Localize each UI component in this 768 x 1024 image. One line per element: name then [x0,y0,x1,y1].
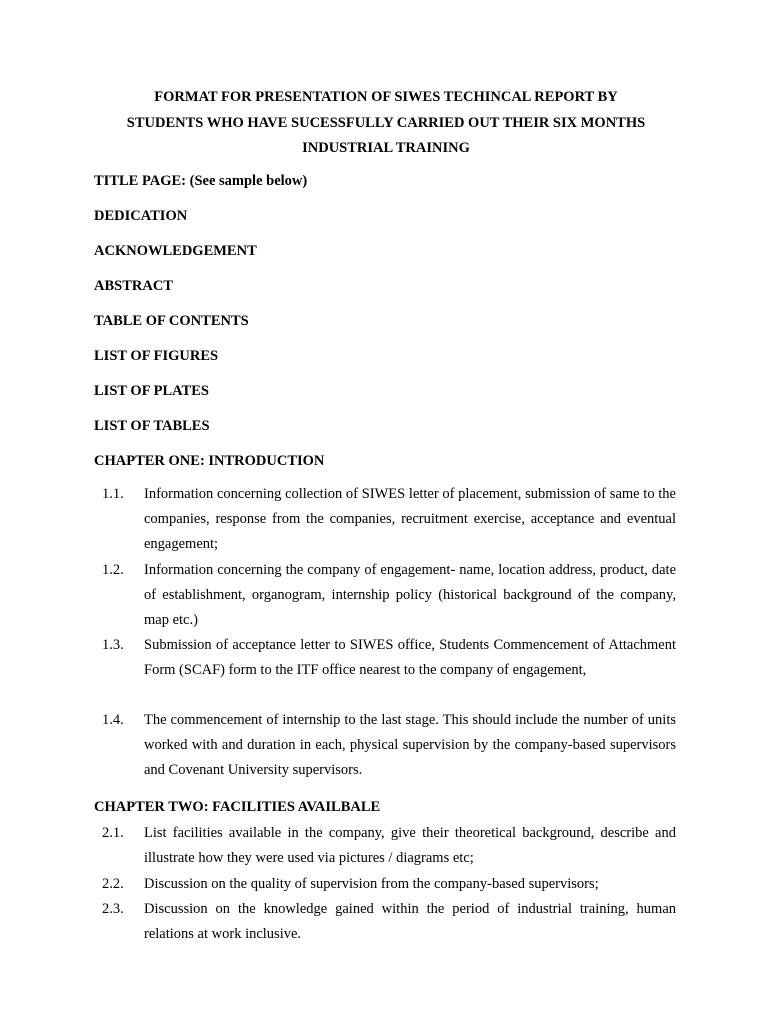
heading-table-of-contents: TABLE OF CONTENTS [94,313,249,329]
list-item [102,897,676,947]
list-item [102,482,676,558]
item-text: The commencement of internship to the last stage. This should include the number of units worked with and duration in each, physical supervision by the company-based supervisors and Covenant University supervisors. [144,712,676,779]
heading-dedication: DEDICATION [94,208,188,224]
heading-list-of-figures: LIST OF FIGURES [94,348,219,364]
heading-chapter-one: CHAPTER ONE: INTRODUCTION [94,453,325,469]
item-text: Information concerning collection of SIWES letter of placement, submission of same to the companies, response from the companies, recruitment exercise, acceptance and eventual engagement; [144,486,676,553]
heading-list-of-tables: LIST OF TABLES [94,418,210,434]
item-number: 2.2. [102,876,124,892]
item-text: Information concerning the company of engagement- name, location address, product, date of establishment, organogram, internship policy (historical background of the company, map etc.) [144,562,676,629]
title-line: STUDENTS WHO HAVE SUCESSFULLY CARRIED OUT THEIR SIX MONTHS [126,114,646,131]
list-item [102,708,676,784]
title-line: INDUSTRIAL TRAINING [302,140,470,156]
title-line: FORMAT FOR PRESENTATION OF SIWES TECHINCAL REPORT BY [154,89,618,105]
heading-list-of-plates: LIST OF PLATES [94,383,209,399]
list-item [102,633,676,683]
list-item [102,558,676,634]
heading-abstract: ABSTRACT [94,278,173,294]
item-text: Submission of acceptance letter to SIWES office, Students Commencement of Attachment Form (SCAF) form to the ITF office nearest to the company of engagement, [144,637,676,679]
item-number: 1.2. [102,562,124,578]
item-number: 1.4. [102,712,124,728]
item-text: Discussion on the quality of supervision from the company-based supervisors; [144,876,599,892]
item-text: Discussion on the knowledge gained within the period of industrial training, human relations at work inclusive. [144,901,676,943]
item-number: 1.1. [102,486,124,502]
heading-title-page: TITLE PAGE: (See sample below) [94,173,308,189]
list-item [102,872,676,897]
item-number: 2.1. [102,825,124,841]
item-number: 2.3. [102,901,124,917]
list-item [102,821,676,871]
heading-chapter-two: CHAPTER TWO: FACILITIES AVAILBALE [94,799,381,815]
heading-acknowledgement: ACKNOWLEDGEMENT [94,243,257,259]
item-text: List facilities available in the company, give their theoretical background, describe and illustrate how they were used via pictures / diagrams etc; [144,825,676,867]
item-number: 1.3. [102,637,124,653]
document-title [80,85,692,162]
